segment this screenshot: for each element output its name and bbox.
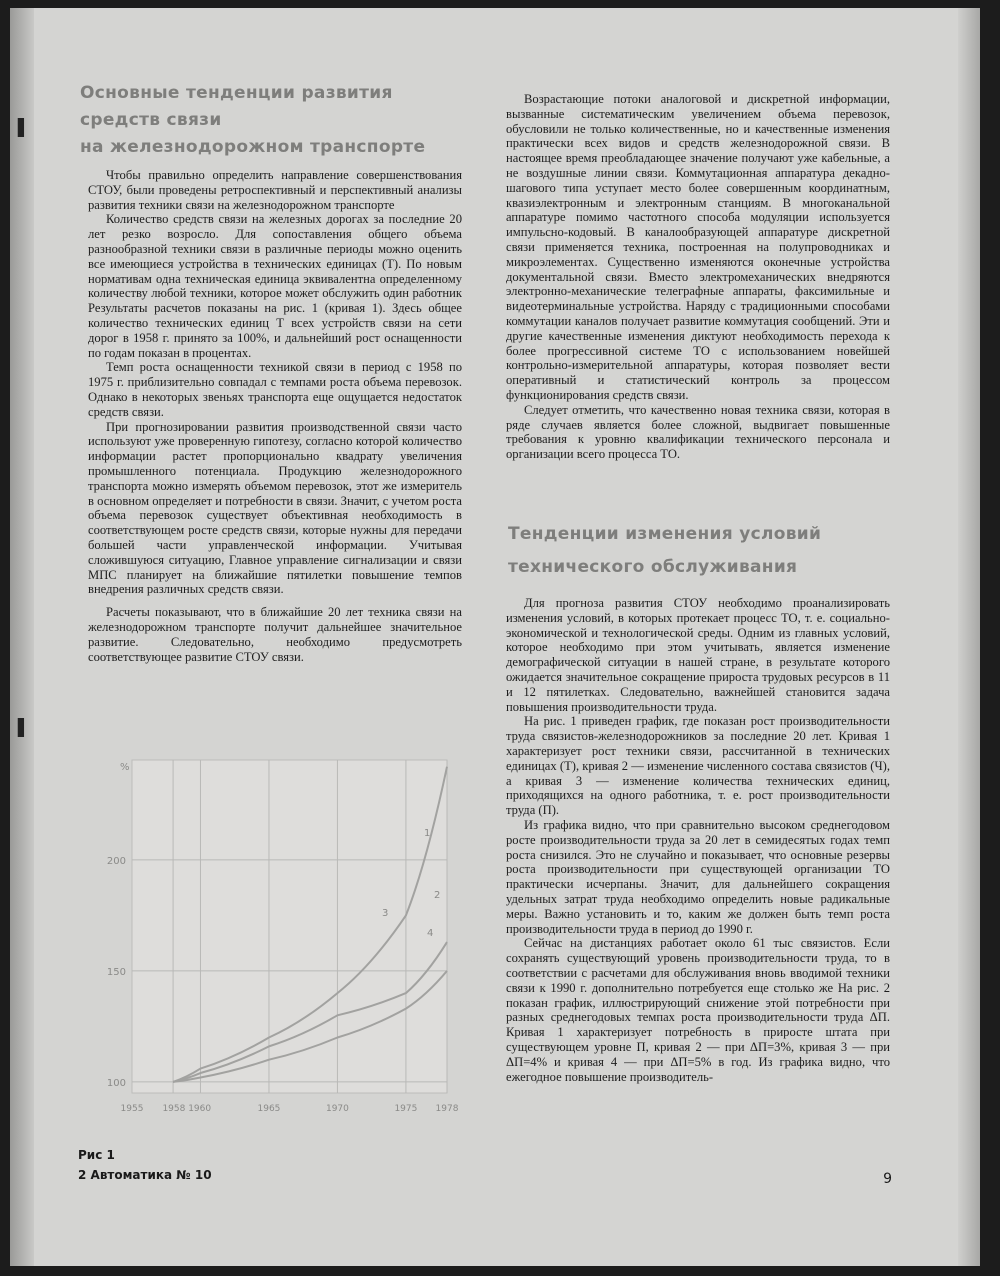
figure-caption: Рис 1 (78, 1148, 115, 1162)
subheading-line1: Тенденции изменения условий (508, 524, 822, 544)
page-left-edge (10, 8, 34, 1266)
x-tick-label: 1955 (120, 1104, 144, 1114)
subheading-line2: технического обслуживания (508, 557, 798, 577)
right-column-bottom (506, 596, 890, 1084)
plot-area (132, 760, 447, 1093)
magazine-page (10, 8, 980, 1266)
page-number: 9 (883, 1171, 892, 1187)
curve-label: 1 (424, 828, 431, 839)
paragraph: При прогнозировании развития производственной связи часто используют уже проверенную гипотезу, согласно которой количество информации растет пропорционально квадрату увеличения промышленного потенциала. Продукцию железнодорожного транспорта можно измерять объемом перевозок, этот же измеритель в основном определяет и потребности в связи. Значит, с учетом роста объема перевозок существует объективная необходимость в соответствующем росте средств связи, которые нужны для передачи большей части управленческой информации. Учитывая сложившуюся ситуацию, Главное управление сигнализации и связи МПС планирует на ближайшие пятилетки повышение темпов внедрения различных средств связи. (88, 419, 462, 597)
article-title-line2: на железнодорожном транспорте (80, 137, 426, 157)
y-axis-label: % (120, 762, 130, 773)
left-column (88, 168, 462, 664)
paragraph: Возрастающие потоки аналоговой и дискретной информации, вызванные систематическим увеличением объема перевозок, обусловили не только количественные, но и качественные изменения практически всех видов и средств железнодорожной связи. В настоящее время преобладающее значение получают уже кабельные, а не воздушные линии связи. Коммутационная аппаратура декадно-шагового типа уступает место более совершенным координатным, квазиэлектронным и электронным станциям. В многоканальной аппаратуре помимо частотного способа модуляции используется импульсно-кодовый. В каналообразующей аппаратуре дискретной связи применяется техника, построенная на полупроводниках и микроэлементах. Существенно изменяются оконечные устройства документальной связи. Вместо электромеханических внедряются электронно-механические телеграфные аппараты, факсимильные и видеотерминальные устройства. Наряду с традиционными способами коммутации каналов получает развитие коммутация сообщений. Эти и другие качественные изменения диктуют необходимость перехода к более прогрессивной системе ТО с использованием новейшей контрольно-измерительной аппаратуры, которая позволяет вести оперативный и статистический контроль за процессом функционирования средств связи. (506, 92, 890, 402)
x-tick-label: 1958 1960 (162, 1104, 212, 1114)
paragraph: Темп роста оснащенности техникой связи в период с 1958 по 1975 г. приблизительно совпадал с темпами роста объема перевозок. Однако в некоторых звеньях транспорта еще ощущается недостаток средств связи. (88, 360, 462, 419)
y-tick-label: 100 (106, 1077, 126, 1089)
paragraph: Из графика видно, что при сравнительно высоком среднегодовом росте производительности труда за 20 лет в семидесятых годах темп роста снизился. Это не случайно и показывает, что основные резервы роста производительности при существующей организации ТО практически исчерпаны. Значит, для дальнейшего сокращения удельных затрат труда необходимо определить новые радикальные меры. Важно установить и то, каким же должен быть темп роста производительности труда в период до 1990 г. (506, 817, 890, 936)
page-right-edge (958, 8, 980, 1266)
article-title (80, 80, 460, 161)
paragraph: Расчеты показывают, что в ближайшие 20 лет техника связи на железнодорожном транспорте получит дальнейшее значительное развитие. Следовательно, необходимо предусмотреть соответствующее развитие СТОУ связи. (88, 605, 462, 664)
figure-1-chart (82, 748, 462, 1128)
x-tick-label: 1970 (325, 1104, 349, 1114)
curve-label: 4 (427, 928, 434, 939)
paragraph: Следует отметить, что качественно новая техника связи, которая в ряде случаев является более сложной, выдвигает повышенные требования к уровню квалификации технического персонала и организации всего процесса ТО. (506, 402, 890, 462)
paragraph: Чтобы правильно определить направление совершенствования СТОУ, были проведены ретроспективный и перспективный анализы развития техники связи на железнодорожном транспорте (88, 168, 462, 212)
paragraph: Для прогноза развития СТОУ необходимо проанализировать изменения условий, в которых протекает процесс ТО, т. е. социально-экономической и технологической среды. Одним из главных условий, которое необходимо при этом учитывать, является изменение демографической ситуации в нашей стране, в результате которого ожидается значительное сокращение прироста трудовых ресурсов в 11 и 12 пятилетках. Следовательно, важнейшей становится задача повышения производительности труда. (506, 596, 890, 714)
curve-label: 3 (382, 908, 389, 919)
x-tick-label: 1965 (257, 1104, 281, 1114)
article-title-line1: Основные тенденции развития средств связи (80, 83, 393, 130)
x-tick-label: 1978 (435, 1104, 459, 1114)
paragraph: Количество средств связи на железных дорогах за последние 20 лет резко возросло. Для сопоставления общего объема разнообразной техники связи в различные периоды можно оценить все имеющиеся устройства в технических единицах (Т). По новым нормативам одна техническая единица эквивалентна определенному количеству любой техники, которое может обслужить один работник Результаты расчетов показаны на рис. 1 (кривая 1). Здесь общее количество технических единиц Т всех устройств связи на сети дорог в 1958 г. принято за 100%, и дальнейший рост оснащенности по годам показан в процентах. (88, 212, 462, 360)
margin-mark-bottom: ▌ (18, 718, 31, 737)
section-subheading (508, 518, 892, 584)
journal-footer: 2 Автоматика № 10 (78, 1168, 212, 1182)
right-column-top (506, 92, 890, 462)
paragraph: На рис. 1 приведен график, где показан рост производительности труда связистов-железнодорожников за последние 20 лет. Кривая 1 характеризует рост техники связи, рассчитанной в технических единицах (Т), кривая 2 — изменение численного состава связистов (Ч), а кривая 3 — изменение количества технических единиц, приходящихся на одного работника, т. е. рост производительности труда (П). (506, 714, 890, 818)
y-tick-label: 200 (106, 855, 126, 867)
y-tick-label: 150 (106, 966, 126, 978)
margin-mark-top: ▌ (18, 118, 31, 137)
x-tick-label: 1975 (394, 1104, 418, 1114)
curve-label: 2 (434, 890, 441, 901)
paragraph: Сейчас на дистанциях работает около 61 тыс связистов. Если сохранять существующий уровень производительности труда, то в соответствии с расчетами для обслуживания вновь вводимой техники связи к 1990 г. дополнительно потребуется еще столько же На рис. 2 показан график, иллюстрирующий снижение этой потребности при разных среднегодовых темпах роста производительности труда ΔП. Кривая 1 характеризует потребность в приросте штата при существующем уровне П, кривая 2 — при ΔП=3%, кривая 3 — при ΔП=4% и кривая 4 — при ΔП=5% в год. Из графика видно, что ежегодное повышение производитель- (506, 936, 890, 1084)
